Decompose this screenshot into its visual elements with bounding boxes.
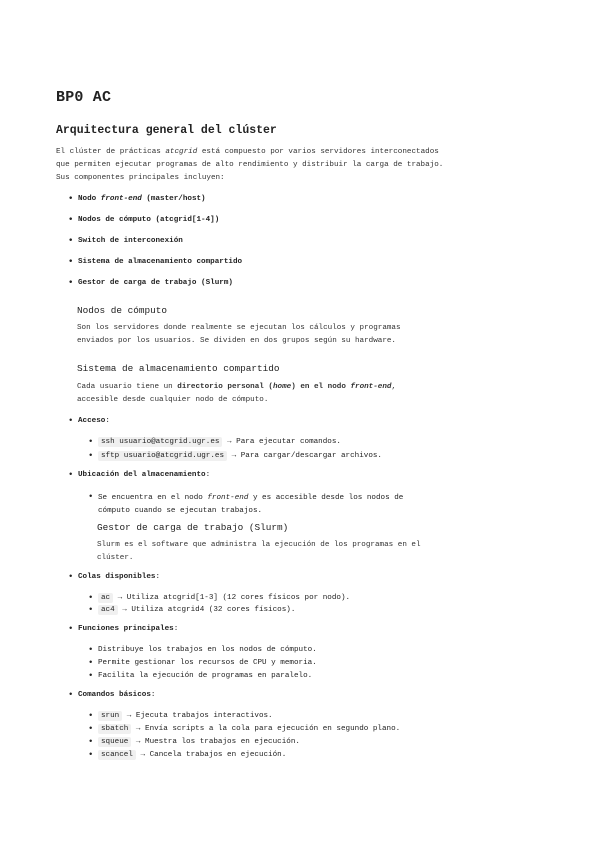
list-item: • ssh usuario@atcgrid.ugr.es → Para ejecutar comandos. [98,438,341,446]
acceso-item: • Acceso: [78,417,110,425]
list-item: • ac → Utiliza atcgrid[1-3] (12 cores físicos por nodo). [98,594,350,602]
ubicacion-item: • Ubicación del almacenamiento: [78,471,210,479]
cmd-sbatch: sbatch [98,724,131,734]
list-item: • Distribuye los trabajos en los nodos de cómputo. [98,646,317,654]
nodos-heading: Nodos de cómputo [77,305,168,316]
gestor-paragraph: Slurm es el software que administra la ejecución de los programas en el clúster. [97,541,421,562]
list-item: • squeue → Muestra los trabajos en ejecución. [98,738,300,746]
cmd-squeue: squeue [98,737,131,747]
list-item: • Se encuentra en el nodo front-end y es accesible desde los nodos de cómputo cuando se ejecutan trabajos. [98,492,403,518]
intro-cluster-name: atcgrid [165,148,198,156]
storage-heading: Sistema de almacenamiento compartido [77,363,280,374]
comandos-item: • Comandos básicos: [78,691,155,699]
cmd-scancel: scancel [98,750,136,760]
list-item: • Nodos de cómputo (atcgrid[1-4]) [78,216,219,224]
list-item: • ac4 → Utiliza atcgrid4 (32 cores físicos). [98,606,295,614]
intro-text: El clúster de prácticas [56,148,166,156]
storage-paragraph: Cada usuario tiene un directorio personal (home) en el nodo front-end, accesible desde cualquier nodo de cómputo. [77,383,397,404]
list-item: • Sistema de almacenamiento compartido [78,258,242,266]
queue-ac4: ac4 [98,605,118,615]
list-item: • Nodo front-end (master/host) [78,195,206,203]
section-heading: Arquitectura general del clúster [56,124,277,137]
colas-item: • Colas disponibles: [78,573,160,581]
ssh-command: ssh usuario@atcgrid.ugr.es [98,437,222,447]
list-item: • srun → Ejecuta trabajos interactivos. [98,712,273,720]
funciones-item: • Funciones principales: [78,625,178,633]
queue-ac: ac [98,593,113,603]
list-item: • Permite gestionar los recursos de CPU y memoria. [98,659,317,667]
list-item: • Gestor de carga de trabajo (Slurm) [78,279,233,287]
list-item: • sftp usuario@atcgrid.ugr.es → Para cargar/descargar archivos. [98,452,382,460]
list-item: • Switch de interconexión [78,237,183,245]
list-item: • Facilita la ejecución de programas en paralelo. [98,672,312,680]
gestor-heading: Gestor de carga de trabajo (Slurm) [97,522,289,533]
page-title: BP0 AC [56,89,112,106]
cmd-srun: srun [98,711,122,721]
nodos-paragraph: Son los servidores donde realmente se ejecutan los cálculos y programas enviados por los usuarios. Se dividen en dos grupos según su hardware. [77,324,401,345]
list-item: • sbatch → Envía scripts a la cola para ejecución en segundo plano. [98,725,400,733]
sftp-command: sftp usuario@atcgrid.ugr.es [98,451,227,461]
intro-text: que permiten ejecutar programas de alto rendimiento y distribuir la carga de trabajo. [56,161,444,169]
intro-paragraph [56,146,546,185]
intro-text: Sus componentes principales incluyen: [56,174,225,182]
intro-text: está compuesto por varios servidores interconectados [197,148,439,156]
list-item: • scancel → Cancela trabajos en ejecución. [98,751,286,759]
